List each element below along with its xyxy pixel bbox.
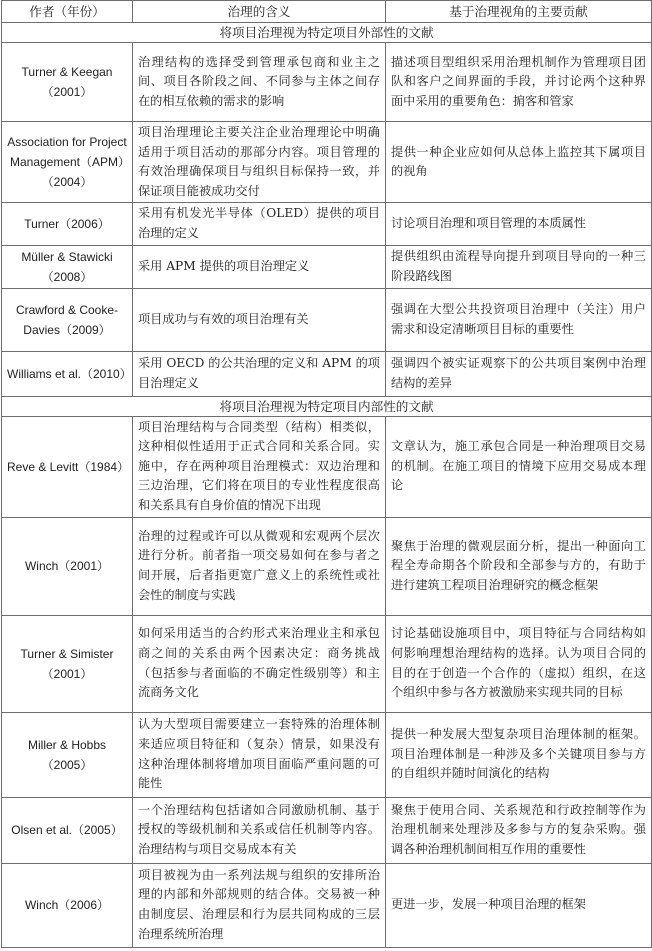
section-title-external: 将项目治理视为特定项目外部性的文献	[2, 23, 652, 43]
row-author: Crawford & Cooke-Davies（2009）	[2, 288, 133, 351]
table-row	[2, 797, 652, 863]
header-row	[2, 1, 652, 23]
section-row-external	[2, 23, 652, 43]
row-meaning: 项目治理结构与合同类型（结构）相类似，这种相似性适用于正式合同和关系合同。实施中，存在两种项目治理模式：双边治理和三边治理，它们将在项目的专业性程度很高和关系具有自身价值的情况下出现	[133, 416, 386, 517]
table-row	[2, 517, 652, 615]
table-row	[2, 288, 652, 351]
table-row	[2, 245, 652, 288]
row-meaning: 采用 APM 提供的项目治理定义	[133, 245, 386, 288]
governance-literature-table	[1, 0, 652, 948]
row-meaning: 采用 OECD 的公共治理的定义和 APM 的项目治理定义	[133, 351, 386, 396]
table-row	[2, 416, 652, 517]
row-contribution: 文章认为，施工承包合同是一种治理项目交易的机制。在施工项目的情境下应用交易成本理论	[386, 416, 652, 517]
table-row	[2, 712, 652, 797]
row-meaning: 项目成功与有效的项目治理有关	[133, 288, 386, 351]
row-author: Turner & Simister（2001）	[2, 615, 133, 712]
table-row	[2, 863, 652, 947]
row-author: Reve & Levitt（1984）	[2, 416, 133, 517]
row-contribution: 强调在大型公共投资项目治理中（关注）用户需求和设定清晰项目目标的重要性	[386, 288, 652, 351]
row-meaning: 认为大型项目需要建立一套特殊的治理体制来适应项目特征和（复杂）情景，如果没有这种治理体制将增加项目面临严重问题的可能性	[133, 712, 386, 797]
row-contribution: 讨论项目治理和项目管理的本质属性	[386, 203, 652, 245]
row-meaning: 治理结构的选择受到管理承包商和业主之间、项目各阶段之间、不同参与主体之间存在的相互依赖的需求的影响	[133, 43, 386, 122]
row-author: Association for Project Management（APM）（2004）	[2, 122, 133, 203]
row-author: Olsen et al.（2005）	[2, 797, 133, 863]
row-author: Williams et al.（2010）	[2, 351, 133, 396]
row-author: Miller & Hobbs（2005）	[2, 712, 133, 797]
header-author: 作者（年份）	[2, 1, 133, 23]
header-contribution: 基于治理视角的主要贡献	[386, 1, 652, 23]
row-contribution: 描述项目型组织采用治理机制作为管理项目团队和客户之间界面的手段，并讨论两个这种界面中采用的重要角色：掮客和管家	[386, 43, 652, 122]
row-meaning: 采用有机发光半导体（OLED）提供的项目治理的定义	[133, 203, 386, 245]
table-row	[2, 615, 652, 712]
section-title-internal: 将项目治理视为特定项目内部性的文献	[2, 396, 652, 416]
section-row-internal	[2, 396, 652, 416]
header-meaning: 治理的含义	[133, 1, 386, 23]
row-meaning: 如何采用适当的合约形式来治理业主和承包商之间的关系由两个因素决定：商务挑战（包括参与者面临的不确定性级别等）和主流商务文化	[133, 615, 386, 712]
row-meaning: 一个治理结构包括诸如合同激励机制、基于授权的等级机制和关系或信任机制等内容。治理结构与项目交易成本有关	[133, 797, 386, 863]
row-contribution: 强调四个被实证观察下的公共项目案例中治理结构的差异	[386, 351, 652, 396]
row-contribution: 聚焦于治理的微观层面分析，提出一种面向工程全寿命期各个阶段和全部参与方的，有助于进行建筑工程项目治理研究的概念框架	[386, 517, 652, 615]
table-row	[2, 203, 652, 245]
row-meaning: 项目治理理论主要关注企业治理理论中明确适用于项目活动的那部分内容。项目管理的有效治理确保项目与组织目标保持一致，并保证项目能被成功交付	[133, 122, 386, 203]
row-meaning: 项目被视为由一系列法规与组织的安排所治理的内部和外部规则的结合体。交易被一种由制度层、治理层和行为层共同构成的三层治理系统所治理	[133, 863, 386, 947]
row-contribution: 聚焦于使用合同、关系规范和行政控制等作为治理机制来处理涉及多参与方的复杂采购。强调各种治理机制间相互作用的重要性	[386, 797, 652, 863]
row-contribution: 讨论基础设施项目中，项目特征与合同结构如何影响理想治理结构的选择。认为项目合同的目的在于创造一个合作的（虚拟）组织，在这个组织中参与各方被激励来实现共同的目标	[386, 615, 652, 712]
row-author: Winch（2001）	[2, 517, 133, 615]
row-contribution: 提供一种发展大型复杂项目治理体制的框架。项目治理体制是一种涉及多个关键项目参与方的自组织并随时间演化的结构	[386, 712, 652, 797]
row-author: Müller & Stawicki（2008）	[2, 245, 133, 288]
table-row	[2, 122, 652, 203]
row-contribution: 提供一种企业应如何从总体上监控其下属项目的视角	[386, 122, 652, 203]
row-contribution: 提供组织由流程导向提升到项目导向的一种三阶段路线图	[386, 245, 652, 288]
row-meaning: 治理的过程或许可以从微观和宏观两个层次进行分析。前者指一项交易如何在参与者之间开展，后者指更宽广意义上的系统性或社会性的制度与实践	[133, 517, 386, 615]
table-row	[2, 351, 652, 396]
table-row	[2, 43, 652, 122]
row-author: Turner（2006）	[2, 203, 133, 245]
row-author: Winch（2006）	[2, 863, 133, 947]
row-author: Turner & Keegan（2001）	[2, 43, 133, 122]
row-contribution: 更进一步，发展一种项目治理的框架	[386, 863, 652, 947]
